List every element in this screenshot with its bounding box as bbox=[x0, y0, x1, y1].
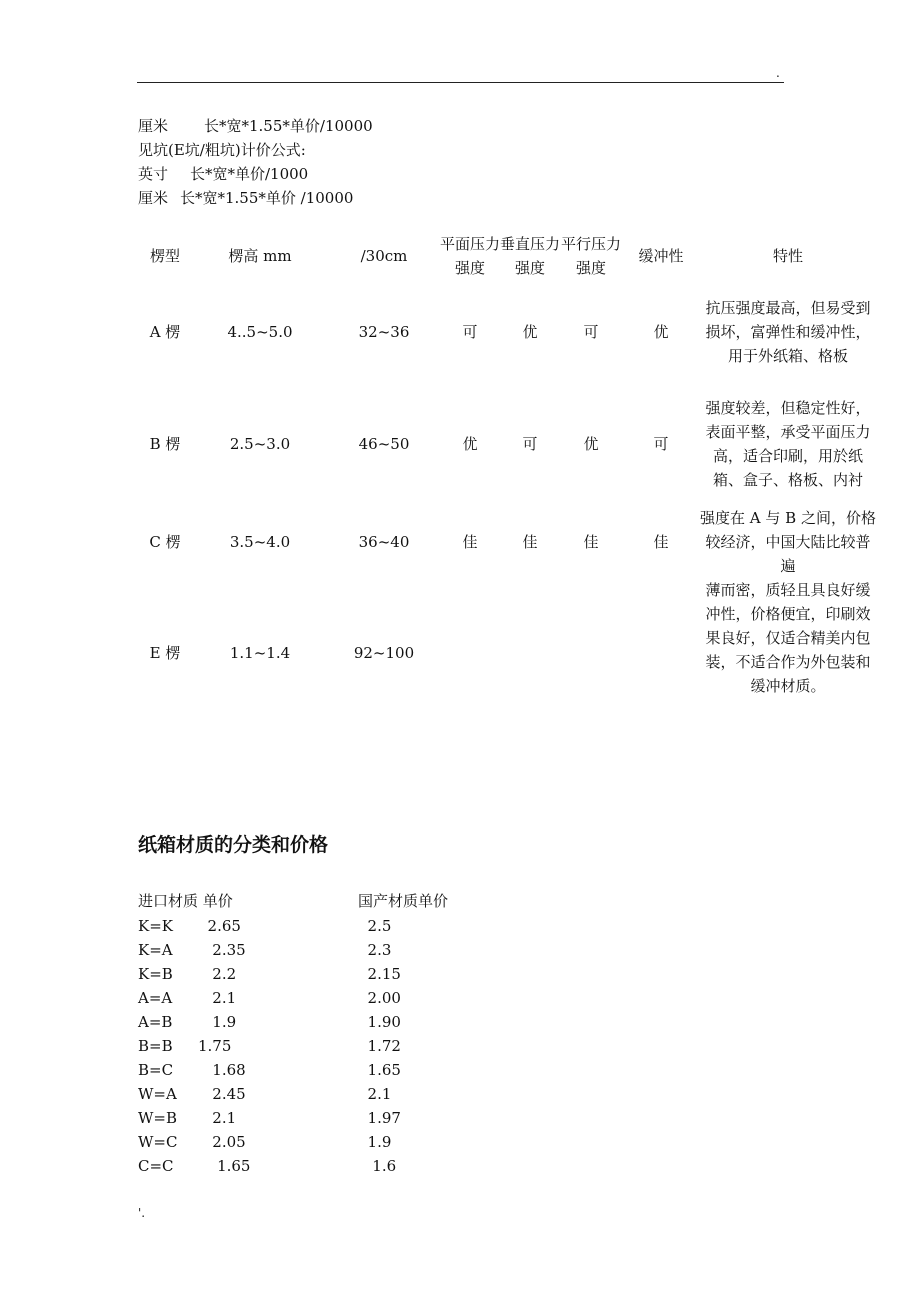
cell-parallel bbox=[560, 578, 622, 748]
cell-domestic-price: 1.9 bbox=[358, 1133, 392, 1151]
cell-vertical: 可 bbox=[522, 435, 538, 453]
cell-parallel: 优 bbox=[583, 435, 599, 453]
cell-flat: 优 bbox=[462, 435, 478, 453]
cell-parallel: 可 bbox=[583, 323, 599, 341]
header-cushion: 缓冲性 bbox=[638, 247, 684, 265]
table-header-row bbox=[138, 230, 876, 282]
cell-material: B=C bbox=[138, 1061, 174, 1079]
cell-vertical bbox=[500, 578, 560, 748]
header-count: /30cm bbox=[360, 247, 408, 265]
cell-count: 36~40 bbox=[358, 533, 410, 551]
header-rule bbox=[137, 82, 784, 83]
cell-domestic-price: 2.5 bbox=[358, 917, 392, 935]
cell-count: 46~50 bbox=[358, 435, 410, 453]
formula-row-heading bbox=[138, 138, 373, 162]
table-row bbox=[138, 1154, 478, 1178]
cell-domestic-price: 1.72 bbox=[358, 1037, 401, 1055]
cell-material: W=A bbox=[138, 1085, 177, 1103]
table-row bbox=[138, 506, 876, 578]
table-row bbox=[138, 1130, 478, 1154]
cell-material: W=C bbox=[138, 1133, 178, 1151]
fluting-spec-table bbox=[138, 230, 876, 748]
formula-unit: 厘米 bbox=[138, 189, 169, 207]
table-row bbox=[138, 1058, 478, 1082]
table-row bbox=[138, 382, 876, 506]
cell-type: A 楞 bbox=[149, 323, 181, 341]
cell-cushion: 可 bbox=[653, 435, 669, 453]
cell-material: A=A bbox=[138, 989, 173, 1007]
cell-material: A=B bbox=[138, 1013, 173, 1031]
cell-material: K=K bbox=[138, 917, 173, 935]
table-row bbox=[138, 938, 478, 962]
cell-import-price: 2.65 bbox=[198, 917, 241, 935]
cell-vertical: 佳 bbox=[522, 533, 538, 551]
cell-material: C=C bbox=[138, 1157, 174, 1175]
cell-vertical: 优 bbox=[522, 323, 538, 341]
cell-domestic-price: 2.3 bbox=[358, 941, 392, 959]
formula-heading: 见坑(E坑/粗坑)计价公式: bbox=[138, 141, 306, 159]
cell-import-price: 1.9 bbox=[198, 1013, 237, 1031]
table-row bbox=[138, 1106, 478, 1130]
cell-domestic-price: 1.90 bbox=[358, 1013, 401, 1031]
cell-count: 32~36 bbox=[358, 323, 410, 341]
table-row bbox=[138, 578, 876, 748]
header-domestic-price: 国产材质单价 bbox=[358, 892, 449, 910]
cell-type: E 楞 bbox=[149, 644, 181, 662]
header-flat-strength: 平面压力强度 bbox=[440, 235, 501, 277]
header-vertical-strength: 垂直压力强度 bbox=[500, 235, 561, 277]
cell-feature: 抗压强度最高，但易受到损坏，富弹性和缓冲性，用于外纸箱、格板 bbox=[705, 299, 871, 365]
cell-flat: 可 bbox=[462, 323, 478, 341]
header-parallel-strength: 平行压力强度 bbox=[560, 235, 621, 277]
cell-import-price: 1.68 bbox=[198, 1061, 246, 1079]
formula-unit: 英寸 bbox=[138, 165, 169, 183]
cell-feature: 薄而密，质轻且具良好缓冲性，价格便宜，印刷效果良好，仅适合精美内包装，不适合作为外包装和缓冲材质。 bbox=[705, 581, 871, 695]
formula-text: 长*宽*单价/1000 bbox=[190, 165, 309, 183]
cell-import-price: 2.35 bbox=[198, 941, 246, 959]
formula-row-cm bbox=[138, 114, 373, 138]
cell-import-price: 2.1 bbox=[198, 989, 237, 1007]
cell-material: W=B bbox=[138, 1109, 178, 1127]
cell-type: B 楞 bbox=[149, 435, 181, 453]
cell-import-price: 1.65 bbox=[198, 1157, 251, 1175]
table-row bbox=[138, 962, 478, 986]
cell-height: 2.5~3.0 bbox=[229, 435, 291, 453]
header-type: 楞型 bbox=[149, 247, 180, 265]
header-import-price: 进口材质 单价 bbox=[138, 892, 233, 910]
formula-unit: 厘米 bbox=[138, 117, 169, 135]
cell-domestic-price: 2.1 bbox=[358, 1085, 392, 1103]
cell-height: 1.1~1.4 bbox=[229, 644, 291, 662]
cell-material: B=B bbox=[138, 1037, 173, 1055]
cell-flat: 佳 bbox=[462, 533, 478, 551]
cell-domestic-price: 1.6 bbox=[358, 1157, 397, 1175]
price-header-row bbox=[138, 888, 478, 914]
cell-count: 92~100 bbox=[353, 644, 415, 662]
cell-flat bbox=[440, 578, 500, 748]
table-row bbox=[138, 282, 876, 382]
cell-material: K=B bbox=[138, 965, 173, 983]
cell-parallel: 佳 bbox=[583, 533, 599, 551]
table-row bbox=[138, 914, 478, 938]
pricing-formulas bbox=[138, 114, 373, 210]
cell-material: K=A bbox=[138, 941, 173, 959]
table-row bbox=[138, 1034, 478, 1058]
cell-import-price: 2.05 bbox=[198, 1133, 246, 1151]
table-row bbox=[138, 986, 478, 1010]
formula-text: 长*宽*1.55*单价 /10000 bbox=[180, 189, 354, 207]
cell-cushion: 佳 bbox=[653, 533, 669, 551]
cell-feature: 强度在 A 与 B 之间，价格较经济，中国大陆比较普遍 bbox=[700, 509, 876, 575]
section-title: 纸箱材质的分类和价格 bbox=[138, 834, 329, 856]
cell-domestic-price: 1.97 bbox=[358, 1109, 401, 1127]
cell-domestic-price: 1.65 bbox=[358, 1061, 401, 1079]
cell-domestic-price: 2.15 bbox=[358, 965, 401, 983]
table-row bbox=[138, 1082, 478, 1106]
table-row bbox=[138, 1010, 478, 1034]
cell-feature: 强度较差，但稳定性好，表面平整，承受平面压力高，适合印刷，用於纸箱、盒子、格板、内衬 bbox=[705, 399, 871, 489]
cell-domestic-price: 2.00 bbox=[358, 989, 401, 1007]
header-feature: 特性 bbox=[772, 247, 803, 265]
header-height: 楞高 mm bbox=[228, 247, 292, 265]
cell-height: 3.5~4.0 bbox=[229, 533, 291, 551]
cell-height: 4..5~5.0 bbox=[227, 323, 293, 341]
footer-mark: '. bbox=[138, 1206, 146, 1220]
cell-import-price: 1.75 bbox=[198, 1037, 232, 1055]
cell-import-price: 2.1 bbox=[198, 1109, 237, 1127]
formula-row-inch bbox=[138, 162, 373, 186]
cell-import-price: 2.2 bbox=[198, 965, 237, 983]
formula-row-cm-2 bbox=[138, 186, 373, 210]
material-price-table bbox=[138, 888, 478, 1178]
cell-cushion bbox=[622, 578, 700, 748]
cell-type: C 楞 bbox=[149, 533, 181, 551]
cell-import-price: 2.45 bbox=[198, 1085, 246, 1103]
header-mark: . bbox=[776, 66, 780, 80]
cell-cushion: 优 bbox=[653, 323, 669, 341]
formula-text: 长*宽*1.55*单价/10000 bbox=[204, 117, 373, 135]
